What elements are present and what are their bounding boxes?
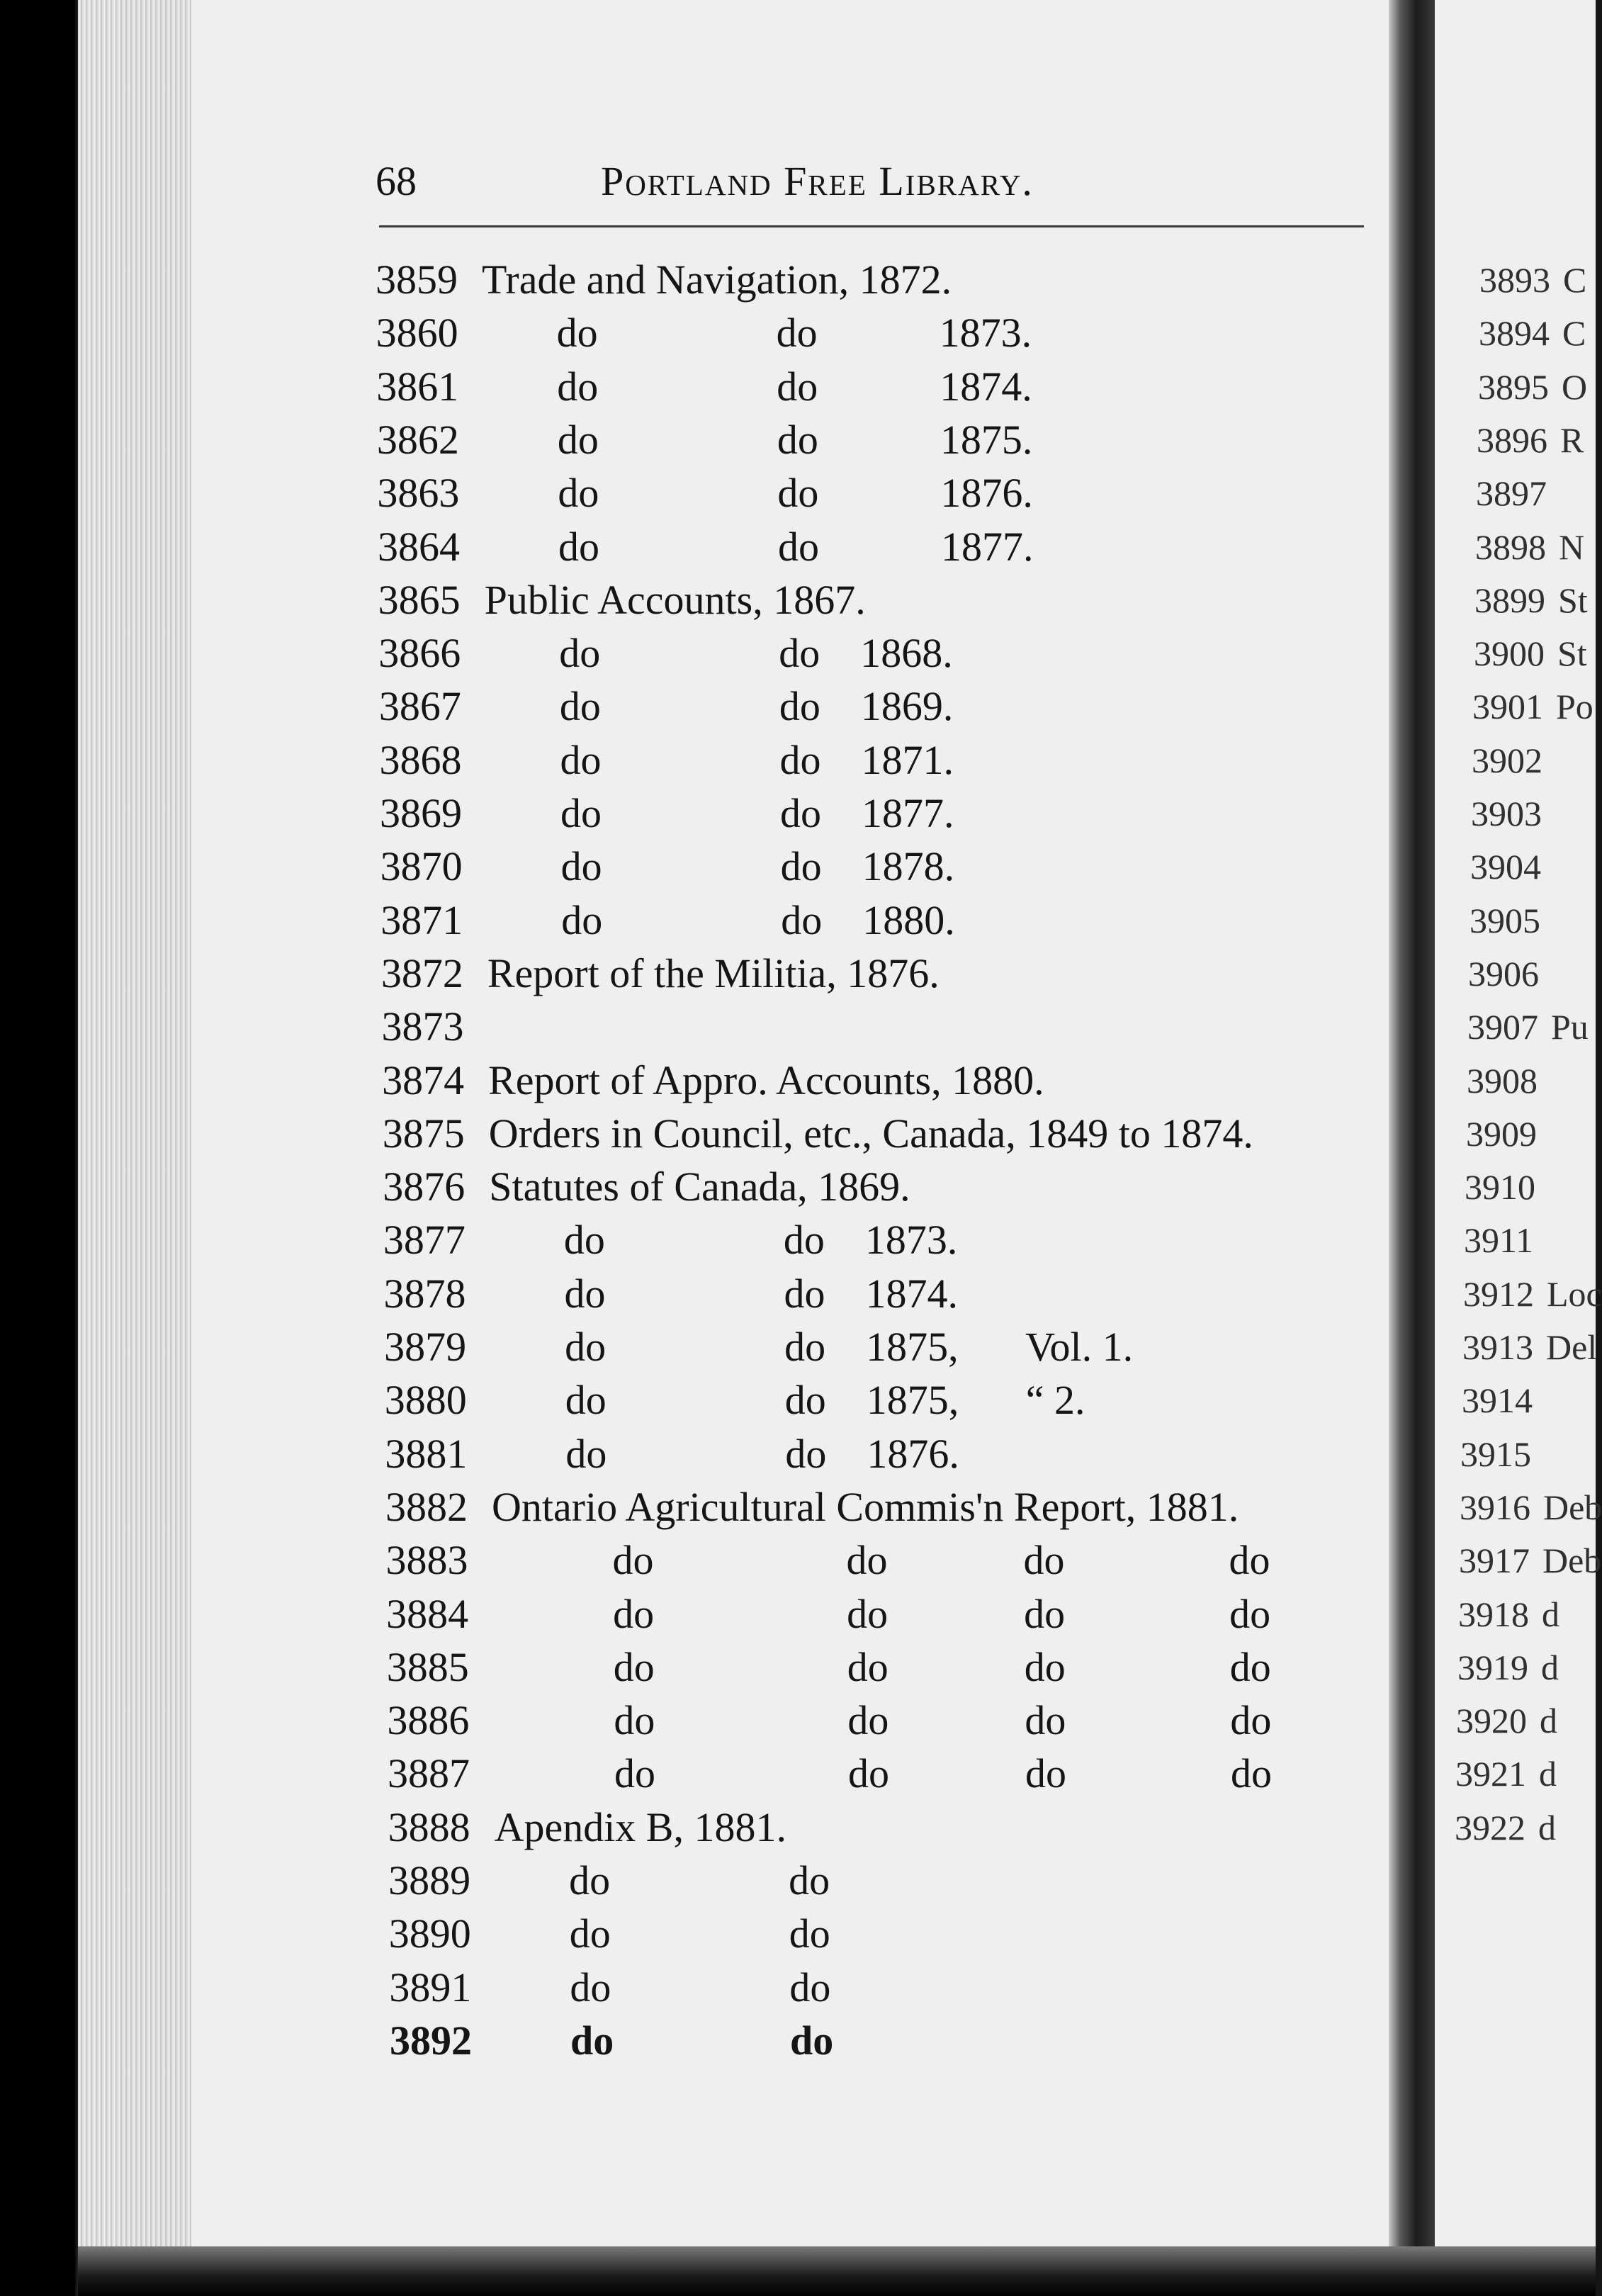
- entry-number: 3882: [385, 1483, 468, 1530]
- entry-number: 3886: [387, 1697, 470, 1744]
- entry-number: 3862: [376, 416, 459, 463]
- entry-volume: Vol. 1.: [1025, 1324, 1134, 1370]
- facing-entry-text: d: [1542, 1594, 1559, 1634]
- facing-entry-text: d: [1538, 1807, 1556, 1847]
- facing-entry-text: N: [1559, 527, 1585, 567]
- ditto-mark: do: [789, 1857, 830, 1903]
- entry-number: 3861: [376, 363, 459, 410]
- facing-entry-number: 3904: [1470, 847, 1541, 887]
- facing-entry-text: R: [1560, 420, 1584, 460]
- facing-entry-text: Deb: [1543, 1487, 1602, 1527]
- entry-year: 1876.: [940, 470, 1033, 517]
- facing-entry-number: 3916: [1460, 1487, 1530, 1527]
- entry-number: 3863: [377, 470, 460, 517]
- page-number: 68: [376, 158, 417, 204]
- ditto-mark: do: [557, 363, 599, 410]
- facing-entry-text: O: [1562, 366, 1588, 407]
- entry-title: Public Accounts, 1867.: [484, 576, 866, 623]
- facing-entry-text: d: [1540, 1701, 1557, 1741]
- entry-year: 1874.: [940, 363, 1032, 410]
- header-rule: [379, 225, 1364, 227]
- entry-title: Report of the Militia, 1876.: [487, 950, 940, 996]
- entry-title: Trade and Navigation, 1872.: [482, 257, 952, 303]
- ditto-mark: do: [560, 790, 602, 836]
- ditto-mark: do: [777, 363, 818, 410]
- entry-number: 3880: [384, 1377, 467, 1424]
- entry-title: Apendix B, 1881.: [494, 1803, 786, 1850]
- facing-entry-number: 3921: [1455, 1754, 1526, 1794]
- ditto-mark: do: [569, 1857, 611, 1903]
- facing-entry-text: Po: [1556, 687, 1593, 727]
- facing-entry-number: 3914: [1462, 1380, 1533, 1421]
- entry-number: 3890: [388, 1910, 471, 1957]
- entry-number: 3872: [380, 950, 463, 996]
- facing-entry-number: 3900: [1474, 634, 1545, 674]
- ditto-mark: do: [847, 1697, 889, 1744]
- entry-number: 3869: [380, 790, 463, 836]
- facing-entry-number: 3907: [1467, 1007, 1538, 1047]
- entry-year: 1877.: [941, 523, 1034, 570]
- ditto-mark: do: [847, 1643, 889, 1690]
- facing-entry-number: 3913: [1462, 1327, 1533, 1367]
- entry-year: 1875.: [940, 416, 1033, 463]
- entry-number: 3884: [386, 1590, 469, 1637]
- entry-number: 3860: [376, 310, 458, 356]
- ditto-mark: do: [560, 736, 602, 783]
- ditto-mark: do: [779, 683, 820, 730]
- ditto-mark: do: [1025, 1750, 1066, 1797]
- ditto-mark: do: [776, 310, 818, 356]
- entry-number: 3864: [378, 523, 461, 570]
- ditto-mark: do: [1229, 1537, 1270, 1584]
- entry-number: 3867: [378, 683, 461, 730]
- entry-number: 3870: [380, 843, 463, 890]
- facing-entry-text: C: [1563, 260, 1587, 300]
- entry-number: 3876: [383, 1164, 466, 1210]
- ditto-mark: do: [614, 1750, 655, 1797]
- facing-entry-number: 3915: [1460, 1434, 1531, 1474]
- facing-entry-number: 3910: [1465, 1167, 1535, 1208]
- ditto-mark: do: [778, 523, 820, 570]
- ditto-mark: do: [613, 1590, 655, 1637]
- facing-entry-text: St: [1557, 634, 1587, 674]
- facing-entry-number: 3902: [1472, 740, 1542, 780]
- entry-number: 3859: [376, 257, 458, 303]
- running-title: Portland Free Library.: [601, 158, 1034, 204]
- ditto-mark: do: [556, 310, 598, 356]
- ditto-mark: do: [789, 1964, 831, 2010]
- facing-entry-number: 3901: [1472, 687, 1543, 727]
- facing-entry-number: 3922: [1455, 1807, 1525, 1847]
- ditto-mark: do: [784, 1324, 826, 1370]
- entry-number: 3892: [390, 2017, 472, 2064]
- ditto-mark: do: [779, 630, 820, 677]
- entry-number: 3887: [387, 1750, 470, 1797]
- entry-year: 1874.: [865, 1270, 958, 1317]
- ditto-mark: do: [779, 736, 821, 783]
- ditto-mark: do: [570, 1964, 611, 2010]
- page-header: [376, 157, 1367, 214]
- facing-entry-number: 3909: [1466, 1113, 1537, 1154]
- facing-entry-number: 3903: [1471, 794, 1542, 833]
- entry-number: 3888: [388, 1803, 470, 1850]
- ditto-mark: do: [1230, 1697, 1272, 1744]
- facing-entry-number: 3908: [1467, 1060, 1538, 1101]
- entry-year: 1876.: [867, 1430, 959, 1477]
- page-edges: [78, 0, 202, 2246]
- entry-number: 3891: [389, 1964, 472, 2010]
- entry-number: 3879: [384, 1324, 467, 1370]
- ditto-mark: do: [559, 683, 601, 730]
- entry-number: 3877: [383, 1217, 466, 1264]
- entry-title: Ontario Agricultural Commis'n Report, 1881.: [491, 1483, 1239, 1530]
- facing-entry-text: d: [1541, 1647, 1559, 1687]
- facing-entry-number: 3897: [1476, 473, 1547, 514]
- ditto-mark: do: [790, 2017, 834, 2064]
- ditto-mark: do: [1025, 1697, 1066, 1744]
- ditto-mark: do: [558, 523, 600, 570]
- ditto-mark: do: [783, 1217, 825, 1264]
- book-gutter: [1389, 0, 1435, 2296]
- entry-number: 3874: [382, 1057, 465, 1103]
- entry-number: 3866: [378, 630, 461, 677]
- entry-number: 3873: [381, 1003, 464, 1050]
- ditto-mark: do: [564, 1270, 606, 1317]
- ditto-mark: do: [1229, 1643, 1271, 1690]
- ditto-mark: do: [847, 1750, 889, 1797]
- ditto-mark: do: [565, 1324, 607, 1370]
- entry-title: Orders in Council, etc., Canada, 1849 to 1874.: [488, 1110, 1253, 1157]
- ditto-mark: do: [569, 1910, 611, 1957]
- entry-number: 3878: [383, 1270, 466, 1317]
- entry-number: 3871: [380, 896, 463, 943]
- facing-entry-number: 3895: [1478, 366, 1549, 407]
- facing-entry-text: C: [1562, 313, 1586, 354]
- facing-entry-text: Del: [1546, 1327, 1598, 1367]
- facing-entry-number: 3917: [1459, 1541, 1530, 1581]
- facing-entry-number: 3898: [1475, 527, 1546, 567]
- ditto-mark: do: [789, 1910, 830, 1957]
- facing-entry-number: 3919: [1457, 1647, 1528, 1687]
- ditto-mark: do: [1023, 1537, 1065, 1584]
- ditto-mark: do: [846, 1537, 888, 1584]
- entry-year: 1875,: [866, 1324, 959, 1370]
- ditto-mark: do: [563, 1217, 605, 1264]
- facing-entry-number: 3911: [1464, 1220, 1534, 1261]
- book-bottom-edge: [78, 2246, 1596, 2296]
- ditto-mark: do: [559, 630, 601, 677]
- facing-entry-text: Loc: [1547, 1273, 1602, 1314]
- ditto-mark: do: [561, 896, 603, 943]
- ditto-mark: do: [560, 843, 602, 890]
- facing-page: [1435, 0, 1602, 2246]
- ditto-mark: do: [784, 1270, 825, 1317]
- ditto-mark: do: [847, 1590, 889, 1637]
- ditto-mark: do: [1229, 1590, 1271, 1637]
- entry-title: Report of Appro. Accounts, 1880.: [488, 1057, 1044, 1103]
- ditto-mark: do: [784, 1377, 826, 1424]
- entry-year: 1869.: [860, 683, 954, 730]
- ditto-mark: do: [565, 1430, 607, 1477]
- ditto-mark: do: [781, 896, 823, 943]
- ditto-mark: do: [777, 416, 818, 463]
- facing-entry-number: 3912: [1463, 1273, 1534, 1314]
- entry-number: 3885: [386, 1643, 469, 1690]
- entry-year: 1868.: [860, 630, 953, 677]
- ditto-mark: do: [565, 1377, 607, 1424]
- ditto-mark: do: [613, 1643, 655, 1690]
- entry-year: 1877.: [862, 790, 954, 836]
- ditto-mark: do: [777, 470, 819, 517]
- ditto-mark: do: [1024, 1643, 1066, 1690]
- entry-number: 3881: [385, 1430, 468, 1477]
- entry-number: 3875: [382, 1110, 465, 1157]
- facing-entry-text: Pu: [1551, 1007, 1589, 1047]
- ditto-mark: do: [780, 790, 822, 836]
- ditto-mark: do: [785, 1430, 827, 1477]
- ditto-mark: do: [614, 1697, 655, 1744]
- entry-number: 3889: [388, 1857, 471, 1903]
- entry-year: 1878.: [862, 843, 955, 890]
- facing-entry-number: 3899: [1474, 580, 1545, 620]
- facing-entry-number: 3905: [1470, 900, 1540, 940]
- ditto-mark: do: [1024, 1590, 1066, 1637]
- facing-entry-text: St: [1558, 580, 1588, 620]
- ditto-mark: do: [612, 1537, 654, 1584]
- facing-entry-number: 3893: [1479, 260, 1550, 300]
- facing-entry-number: 3906: [1468, 953, 1539, 994]
- entry-year: 1871.: [861, 736, 954, 783]
- entry-number: 3883: [385, 1537, 468, 1584]
- facing-entry-number: 3918: [1458, 1594, 1529, 1634]
- facing-entry-number: 3894: [1479, 313, 1550, 354]
- ditto-mark: do: [557, 416, 599, 463]
- entry-volume: “ 2.: [1025, 1377, 1085, 1424]
- entry-number: 3868: [379, 736, 462, 783]
- facing-entry-number: 3920: [1456, 1701, 1527, 1741]
- ditto-mark: do: [780, 843, 822, 890]
- entry-year: 1873.: [864, 1217, 958, 1264]
- entry-title: Statutes of Canada, 1869.: [489, 1164, 910, 1210]
- ditto-mark: do: [558, 470, 599, 517]
- entry-number: 3865: [378, 576, 461, 623]
- facing-entry-text: Deb: [1542, 1541, 1602, 1581]
- entry-year: 1880.: [862, 896, 955, 943]
- facing-entry-text: d: [1539, 1754, 1557, 1794]
- entry-year: 1873.: [939, 310, 1032, 356]
- ditto-mark: do: [570, 2017, 614, 2064]
- facing-entry-number: 3896: [1477, 420, 1547, 460]
- entry-year: 1875,: [866, 1377, 959, 1424]
- ditto-mark: do: [1230, 1750, 1272, 1797]
